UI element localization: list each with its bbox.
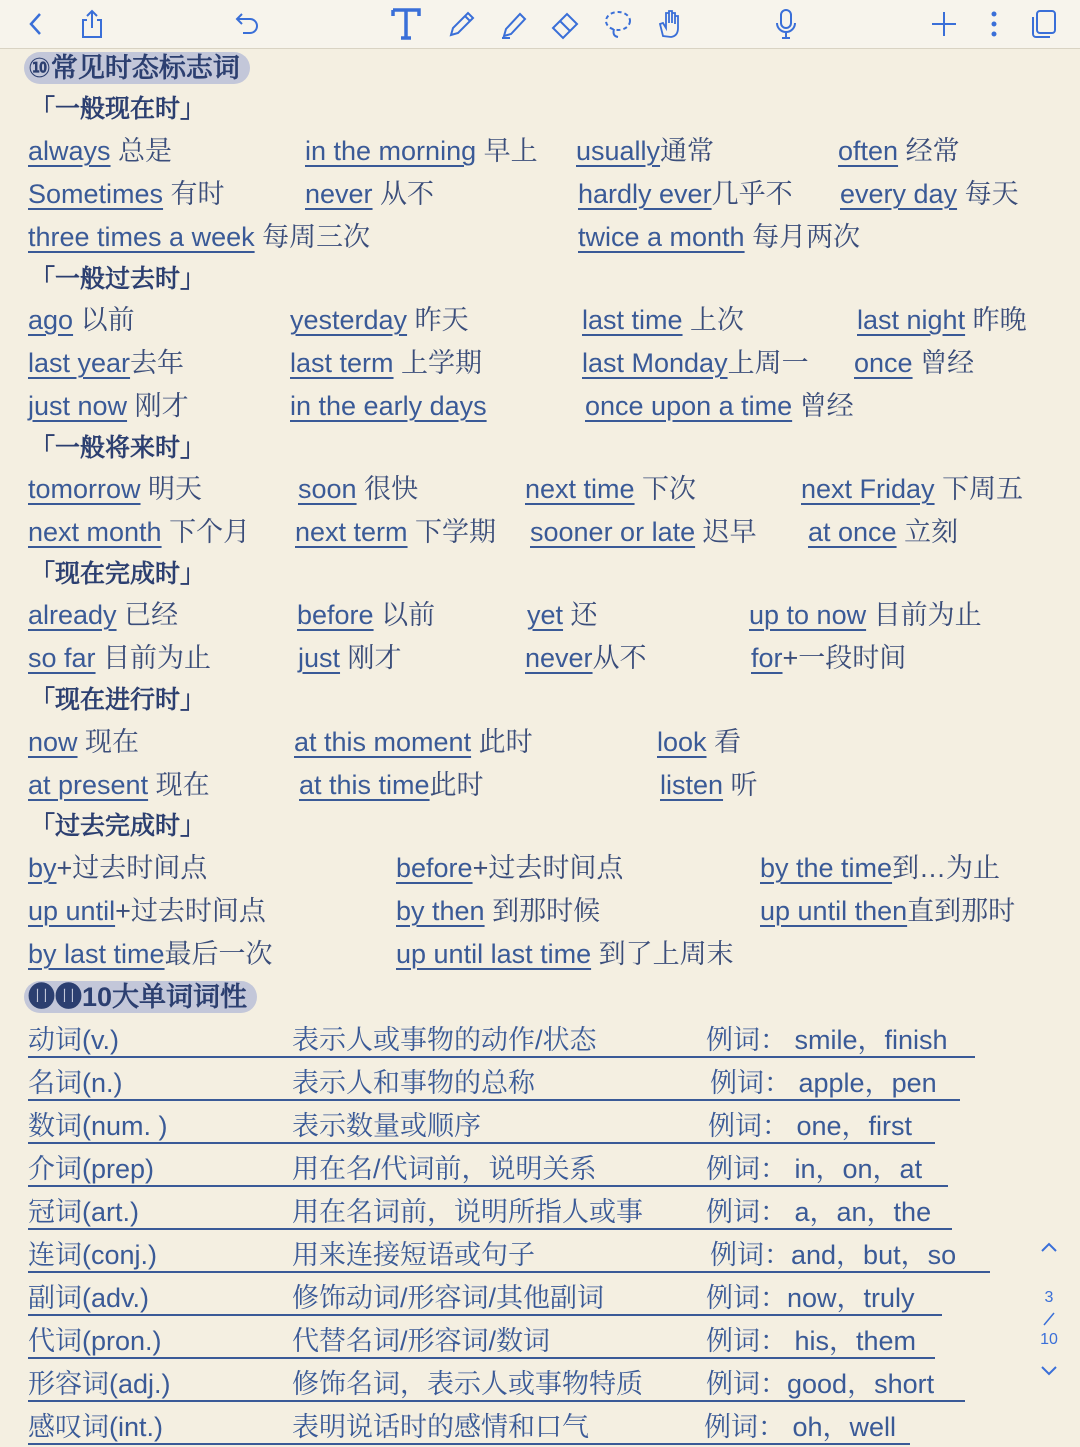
marker-chinese: 通常 [660,136,715,166]
more-icon[interactable] [974,4,1014,44]
pos-description: 表示人或事物的动作/状态 [292,1025,597,1055]
marker-english: tomorrow [28,474,141,504]
marker-english: every day [840,179,958,209]
pos-example: 例词： his，them [706,1326,917,1356]
marker-english: always [28,136,111,166]
marker-word [28,935,273,973]
marker-chinese: 刚才 [340,643,402,673]
marker-word [838,132,960,170]
marker-word [28,639,211,677]
marker-word [290,301,469,339]
marker-word [28,301,135,339]
marker-english: in the early days [290,391,487,421]
pos-name: 副词(adv.) [28,1283,150,1313]
marker-word [298,470,418,508]
marker-english: three times a week [28,222,255,252]
marker-english: for [751,643,783,673]
pos-example: 例词：now，truly [706,1283,915,1313]
marker-chinese: 几乎不 [711,179,793,209]
marker-chinese: 曾经 [792,391,854,421]
marker-word [305,132,538,170]
pos-table-row [28,1407,1018,1447]
marker-english: at this moment [294,727,472,757]
marker-chinese: 总是 [110,136,173,166]
pos-name: 数词(num. ) [28,1111,168,1141]
marker-english: Sometimes [28,179,164,209]
pos-example: 例词：good，short [706,1369,935,1399]
marker-chinese: 看 [706,727,742,757]
marker-english: up to now [749,600,867,630]
marker-chinese: 下个月 [161,517,251,547]
chevron-down-icon[interactable] [1030,1364,1068,1382]
page-indicator [1030,1240,1068,1400]
marker-chinese: 从不 [372,179,435,209]
marker-word [396,849,623,887]
pos-name: 代词(pron.) [28,1326,162,1356]
tense-group-label: 「现在完成时」 [30,560,206,588]
marker-word [298,639,402,677]
marker-chinese: 此时 [429,770,484,800]
marker-word [28,766,210,804]
add-icon[interactable] [924,4,964,44]
marker-english: sooner or late [530,517,696,547]
marker-word [525,639,647,677]
marker-english: last night [857,305,966,335]
marker-chinese: 去年 [130,348,185,378]
pos-table-row [28,1063,1018,1103]
pos-table-row [28,1364,1018,1404]
marker-chinese: 立刻 [896,517,959,547]
marker-english: by then [396,896,485,926]
marker-english: often [838,136,899,166]
marker-chinese: 每周三次 [254,222,371,252]
marker-chinese: 到了上周末 [591,939,734,969]
marker-chinese: 到…为止 [892,853,1001,883]
marker-word [749,596,982,634]
marker-word [28,892,266,930]
marker-word [840,175,1019,213]
marker-english: in the morning [305,136,477,166]
marker-word [28,513,250,551]
marker-english: once upon a time [585,391,793,421]
marker-english: next month [28,517,162,547]
marker-word [290,387,487,425]
pos-description: 表明说话时的感情和口气 [292,1412,589,1442]
marker-english: just now [28,391,128,421]
marker-word [576,132,714,170]
marker-chinese: 以前 [373,600,436,630]
marker-chinese: 每天 [957,179,1019,209]
pos-description: 用在名/代词前，说明关系 [292,1154,597,1184]
marker-english: twice a month [578,222,745,252]
page-total: 10 [1040,1331,1058,1348]
marker-chinese: 很快 [356,474,419,504]
marker-word [295,513,496,551]
marker-english: at once [808,517,897,547]
marker-word [660,766,758,804]
pos-name: 动词(v.) [28,1025,119,1055]
pos-example: 例词： a，an，the [706,1197,932,1227]
pos-name: 名词(n.) [28,1068,123,1098]
marker-english: listen [660,770,724,800]
marker-chinese: 直到那时 [907,896,1016,926]
marker-english: ago [28,305,74,335]
marker-english: yesterday [290,305,408,335]
pos-name: 冠词(art.) [28,1197,139,1227]
pos-table-row [28,1020,1018,1060]
marker-word [751,639,906,677]
marker-chinese: 现在 [148,770,210,800]
marker-english: soon [298,474,357,504]
marker-english: so far [28,643,96,673]
marker-chinese: 经常 [898,136,960,166]
marker-english: next term [295,517,408,547]
marker-english: hardly ever [578,179,712,209]
marker-word [760,849,1000,887]
marker-chinese: +一段时间 [782,643,907,673]
marker-chinese: 每月两次 [744,222,861,252]
marker-word [28,175,225,213]
marker-english: before [297,600,374,630]
pencil-icon[interactable] [442,4,482,44]
marker-english: never [525,643,593,673]
tense-group-label: 「一般过去时」 [30,265,206,293]
marker-word [854,344,974,382]
marker-english: yet [527,600,564,630]
marker-chinese: 还 [563,600,598,630]
marker-chinese: 刚才 [127,391,189,421]
marker-word [396,892,600,930]
marker-chinese: 曾经 [912,348,975,378]
pos-example: 例词： smile，finish [706,1025,948,1055]
marker-chinese: 上次 [682,305,745,335]
lasso-icon[interactable] [598,4,638,44]
eraser-icon[interactable] [546,4,586,44]
tense-group-label: 「一般将来时」 [30,434,206,462]
marker-icon[interactable] [494,4,534,44]
pos-table-row [28,1235,1018,1275]
marker-word [657,723,741,761]
tense-group-label: 「一般现在时」 [30,95,206,123]
marker-word [808,513,958,551]
pos-table-row [28,1321,1018,1361]
marker-chinese: 下次 [634,474,697,504]
marker-word [801,470,1023,508]
marker-chinese: 听 [723,770,758,800]
marker-word [28,849,207,887]
marker-english: before [396,853,473,883]
marker-word [585,387,854,425]
pos-example: 例词： oh，well [704,1412,897,1442]
marker-word [299,766,484,804]
note-page [0,48,1080,1440]
marker-chinese: 明天 [140,474,203,504]
marker-english: last Monday [582,348,728,378]
marker-chinese: 上学期 [393,348,483,378]
marker-word [294,723,533,761]
pos-description: 表示人和事物的总称 [292,1068,535,1098]
marker-english: by the time [760,853,893,883]
marker-word [527,596,598,634]
marker-chinese: 上周一 [727,348,809,378]
marker-chinese: 目前为止 [95,643,212,673]
marker-chinese: 以前 [73,305,135,335]
pos-description: 修饰名词，表示人或事物特质 [292,1369,643,1399]
share-icon[interactable] [72,4,112,44]
hand-icon[interactable] [650,4,690,44]
pos-description: 修饰动词/形容词/其他副词 [292,1283,605,1313]
pos-description: 代替名词/形容词/数词 [292,1326,551,1356]
marker-word [530,513,757,551]
marker-word [297,596,435,634]
marker-word [760,892,1015,930]
pos-description: 表示数量或顺序 [292,1111,481,1141]
marker-word [582,344,809,382]
marker-english: at present [28,770,149,800]
marker-chinese: 已经 [116,600,179,630]
pos-description: 用在名词前，说明所指人或事 [292,1197,643,1227]
marker-english: by [28,853,57,883]
pos-example: 例词： in，on，at [706,1154,923,1184]
marker-chinese: 最后一次 [164,939,273,969]
marker-english: up until [28,896,116,926]
marker-word [28,344,184,382]
chevron-up-icon[interactable] [1030,1240,1068,1266]
marker-chinese: 现在 [77,727,140,757]
microphone-icon[interactable] [766,4,806,44]
marker-english: just [298,643,341,673]
pos-description: 用来连接短语或句子 [292,1240,535,1270]
marker-english: up until last time [396,939,592,969]
pos-table-row [28,1106,1018,1146]
marker-english: up until then [760,896,908,926]
pos-name: 连词(conj.) [28,1240,158,1270]
section-title-tense-markers: ⑩常见时态标志词 [24,52,250,84]
marker-word [578,175,793,213]
marker-word [396,935,734,973]
page-current: 3 [1044,1289,1054,1306]
marker-chinese: 昨天 [407,305,469,335]
marker-chinese: +过去时间点 [115,896,266,926]
marker-chinese: 下周五 [934,474,1024,504]
pos-table-row [28,1278,1018,1318]
text-tool-icon[interactable] [386,4,426,44]
marker-chinese: 到那时候 [484,896,601,926]
marker-chinese: 早上 [476,136,538,166]
marker-word [28,387,189,425]
pos-example: 例词： one，first [708,1111,913,1141]
marker-chinese: 目前为止 [866,600,982,630]
marker-english: last term [290,348,394,378]
marker-chinese: 下学期 [407,517,497,547]
marker-english: next Friday [801,474,935,504]
marker-english: next time [525,474,635,504]
pos-table-row [28,1149,1018,1189]
marker-word [28,470,202,508]
marker-word [578,218,860,256]
pages-icon[interactable] [1024,4,1064,44]
marker-chinese: 从不 [592,643,647,673]
marker-english: look [657,727,707,757]
marker-english: last time [582,305,683,335]
marker-word [857,301,1027,339]
marker-word [28,132,172,170]
marker-chinese: 昨晚 [965,305,1027,335]
marker-english: now [28,727,78,757]
tense-group-label: 「现在进行时」 [30,686,206,714]
page-divider [1030,1310,1068,1328]
pos-example: 例词： apple，pen [710,1068,937,1098]
pos-name: 介词(prep) [28,1154,155,1184]
marker-chinese: 迟早 [695,517,757,547]
marker-word [28,596,178,634]
marker-english: already [28,600,117,630]
pos-example: 例词：and，but，so [710,1240,957,1270]
back-icon[interactable] [16,4,56,44]
marker-english: by last time [28,939,165,969]
marker-word [290,344,482,382]
marker-chinese: 此时 [471,727,533,757]
marker-chinese: +过去时间点 [56,853,208,883]
marker-word [525,470,696,508]
tense-group-label: 「过去完成时」 [30,812,206,840]
marker-english: never [305,179,373,209]
marker-english: usually [576,136,661,166]
marker-word [582,301,744,339]
toolbar [0,0,1080,49]
pos-name: 形容词(adj.) [28,1369,171,1399]
pos-table-row [28,1192,1018,1232]
marker-word [28,218,370,256]
marker-english: last year [28,348,131,378]
marker-word [305,175,434,213]
marker-chinese: 有时 [163,179,225,209]
marker-word [28,723,139,761]
marker-chinese: +过去时间点 [472,853,624,883]
undo-icon[interactable] [228,4,268,44]
pos-name: 感叹词(int.) [28,1412,163,1442]
marker-english: at this time [299,770,430,800]
marker-english: once [854,348,913,378]
section-title-parts-of-speech: ⓫⓫10大单词词性 [24,981,257,1013]
